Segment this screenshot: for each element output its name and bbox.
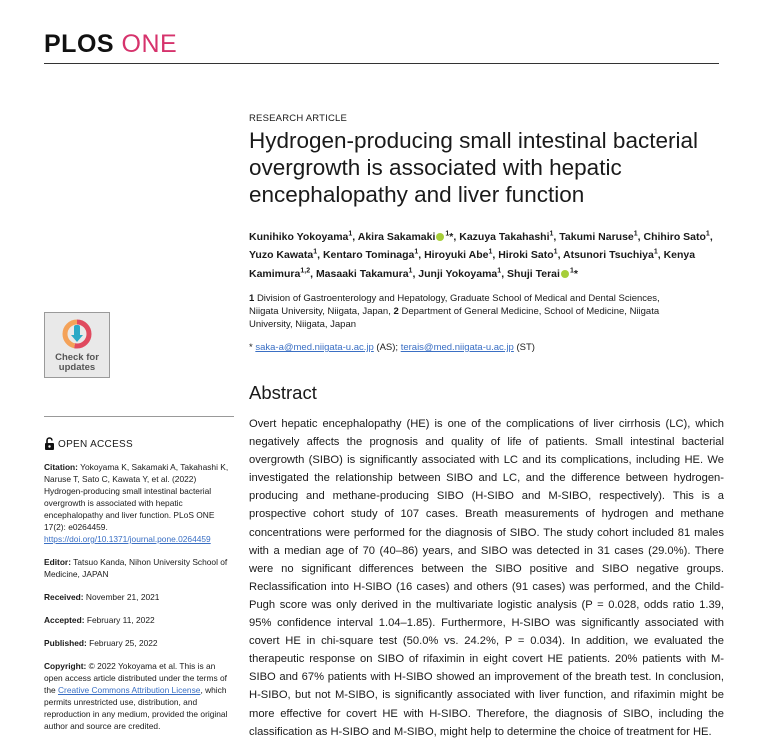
check-for-updates-icon xyxy=(62,319,92,349)
header-divider xyxy=(44,63,719,64)
author xyxy=(424,249,498,261)
editor-text: Tatsuo Kanda, Nihon University School of Medicine, JAPAN xyxy=(44,557,228,579)
orcid-icon[interactable] xyxy=(436,233,444,241)
editor xyxy=(44,556,234,580)
citation-label: Citation: xyxy=(44,462,78,472)
affiliation-2: Department of General Medicine, School of Medicine, Niigata University, Niigata, Japan xyxy=(249,306,660,330)
abstract-body: Overt hepatic encephalopathy (HE) is one of the complications of liver cirrhosis (LC), which negatively affects the prognosis and quality of life of patients. Small intestinal bacterial overgrowth (SIBO) is significantly associated with LC and its complications, including HE. We investigated the relationship between SIBO and LC, and the difference between hydrogen-producing and methane-producing SIBO (H-SIBO and M-SIBO, respectively). This is a prospective cohort study of 107 cases. Breath measurements of hydrogen and methane concentrations were performed for the diagnosis of SIBO. The study cohort included 81 males with a median age of 70 (40–86) years, and SIBO was detected in 31 cases (29.0%). There were no significant differences between the SIBO positive and SIBO negative groups. Reclassification into H-SIBO (16 cases) and others (91 cases) was performed, and the Child-Pugh score was only derived in the multivariate logistic analysis (P = 0.028, odds ratio 1.39, 95% confidence interval 1.04–1.85). Furthermore, H-SIBO was significantly associated with covert HE in chi-square test (50.0% vs. 24.2%, P = 0.034). In addition, we evaluated the therapeutic response on SIBO of rifaximin in eight covert HE patients. 20% patients with M-SIBO and 67% patients with H-SIBO showed an improvement of the breath test. In conclusion, H-SIBO, but not M-SIBO, is significantly associated with liver function, and rifaximin might be more effective for covert HE with H-SIBO. Therefore, the diagnosis of SIBO, including the classification as H-SIBO and M-SIBO, might help to determine the choice of treatment for HE. xyxy=(249,418,724,738)
author-name: Masaaki Takamura xyxy=(315,268,409,281)
author-name: Kenya Kamimura xyxy=(249,249,696,281)
author xyxy=(507,268,578,280)
received xyxy=(44,591,234,603)
open-access-label xyxy=(44,437,133,451)
author-name: Hiroki Sato xyxy=(498,249,554,262)
affiliation-1-number: 1 xyxy=(249,293,255,304)
received-date: November 21, 2021 xyxy=(85,592,160,602)
author xyxy=(249,231,358,243)
author-affiliation-ref: 1 xyxy=(348,230,353,237)
author-name: Yuzo Kawata xyxy=(249,249,314,262)
copyright-text-2: , which permits unrestricted use, distribution, and reproduction in any medium, provided the original author and source are credited. xyxy=(44,685,228,731)
author-affiliation-ref: 1 xyxy=(553,248,558,256)
author xyxy=(316,268,418,280)
author-separator: , xyxy=(352,230,358,243)
badge-line-1: Check for xyxy=(55,352,99,363)
open-lock-icon xyxy=(44,437,55,451)
author-name: Kentaro Tominaga xyxy=(322,249,415,262)
accepted-date: February 11, 2022 xyxy=(86,615,155,625)
author-affiliation-ref: 1 xyxy=(549,230,554,237)
check-for-updates-badge[interactable] xyxy=(44,312,110,378)
article-title: Hydrogen-producing small intestinal bacterial overgrowth is associated with hepatic encephalopathy and liver function xyxy=(249,128,698,207)
author-separator: , xyxy=(310,268,316,281)
sidebar-info xyxy=(44,461,234,743)
author-separator: , xyxy=(412,268,419,281)
published xyxy=(44,637,234,649)
copyright-label: Copyright: xyxy=(44,661,87,671)
author xyxy=(358,231,459,243)
published-label: Published: xyxy=(44,638,87,648)
author-affiliation-ref: 1,2 xyxy=(300,267,311,275)
author xyxy=(323,249,424,261)
copyright-text-1: © 2022 Yokoyama et al. This is an open access article distributed under the terms of the xyxy=(44,661,227,695)
copyright xyxy=(44,660,234,732)
citation-text: Yokoyama K, Sakamaki A, Takahashi K, Naruse T, Sato C, Kawata Y, et al. (2022) Hydrogen-producing small intestinal bacterial overgrowth is associated with hepatic encephalopathy and liver function. PLoS ONE 17(2): e0264459. xyxy=(44,462,229,532)
article-type: RESEARCH ARTICLE xyxy=(249,113,348,124)
doi-link[interactable]: https://doi.org/10.1371/journal.pone.0264459 xyxy=(44,534,211,544)
author-affiliation-ref: 1 xyxy=(653,248,658,256)
author-separator: , xyxy=(657,249,664,262)
author xyxy=(418,268,507,280)
author-affiliation-ref: 1 xyxy=(497,267,502,275)
author-separator: , xyxy=(637,230,644,243)
citation xyxy=(44,461,234,545)
sidebar-divider xyxy=(44,416,234,417)
license-link[interactable]: Creative Commons Attribution License xyxy=(57,685,201,695)
author-affiliation-ref: 1 xyxy=(313,248,318,256)
journal-logo[interactable] xyxy=(44,30,177,59)
author-separator: , xyxy=(453,230,460,243)
author-separator: , xyxy=(501,268,508,281)
accepted xyxy=(44,614,234,626)
author-separator: , xyxy=(418,249,425,262)
author-affiliation-ref: 1 xyxy=(445,230,450,237)
email-link-1[interactable]: saka-a@med.niigata-u.ac.jp xyxy=(255,342,374,353)
journal-name-plos: PLOS xyxy=(44,30,115,58)
orcid-icon[interactable] xyxy=(561,270,569,278)
author xyxy=(644,231,713,243)
author xyxy=(563,249,664,261)
published-date: February 25, 2022 xyxy=(89,638,158,648)
author-separator: , xyxy=(492,249,499,262)
badge-line-2: updates xyxy=(58,362,96,373)
author-affiliation-ref: 1 xyxy=(408,267,413,275)
author xyxy=(459,231,559,243)
accepted-label: Accepted: xyxy=(44,615,85,625)
author-separator: , xyxy=(709,230,713,243)
author-separator: , xyxy=(557,249,564,262)
author-affiliation-ref: 1 xyxy=(414,248,419,256)
author-list xyxy=(249,226,719,282)
email-owner-1: (AS); xyxy=(376,342,399,353)
affiliation-2-number: 2 xyxy=(393,306,399,317)
author-name: Akira Sakamaki xyxy=(357,230,436,243)
received-label: Received: xyxy=(44,592,84,602)
author-separator: , xyxy=(317,249,323,262)
author-affiliation-ref: 1 xyxy=(569,267,574,275)
author-name: Chihiro Sato xyxy=(643,230,706,243)
author-name: Takumi Naruse xyxy=(559,230,634,243)
journal-name-one: ONE xyxy=(121,30,178,58)
author xyxy=(498,249,563,261)
author-name: Atsunori Tsuchiya xyxy=(563,249,654,262)
author-affiliation-ref: 1 xyxy=(633,230,638,237)
author-affiliation-ref: 1 xyxy=(488,248,493,256)
author-name: Kunihiko Yokoyama xyxy=(249,230,349,243)
affiliation-1: Division of Gastroenterology and Hepatology, Graduate School of Medical and Dental Sciences, Niigata University, Niigata, Japan, xyxy=(249,293,660,317)
author-name: Shuji Terai xyxy=(507,268,560,281)
corresponding-star: * xyxy=(449,230,454,243)
email-link-2[interactable]: terais@med.niigata-u.ac.jp xyxy=(400,342,514,353)
author xyxy=(559,231,643,243)
author-separator: , xyxy=(553,230,560,243)
editor-label: Editor: xyxy=(44,557,71,567)
affiliations xyxy=(249,292,689,331)
author-affiliation-ref: 1 xyxy=(705,230,710,237)
email-owner-2: (ST) xyxy=(516,342,535,353)
correspondence-star: * xyxy=(249,342,253,353)
open-access-text: OPEN ACCESS xyxy=(58,438,133,450)
author xyxy=(249,249,323,261)
abstract-heading: Abstract xyxy=(249,382,317,403)
corresponding-star: * xyxy=(573,268,578,281)
author-name: Junji Yokoyama xyxy=(418,268,498,281)
correspondence xyxy=(249,342,699,353)
author-name: Hiroyuki Abe xyxy=(424,249,489,262)
author-name: Kazuya Takahashi xyxy=(459,230,550,243)
